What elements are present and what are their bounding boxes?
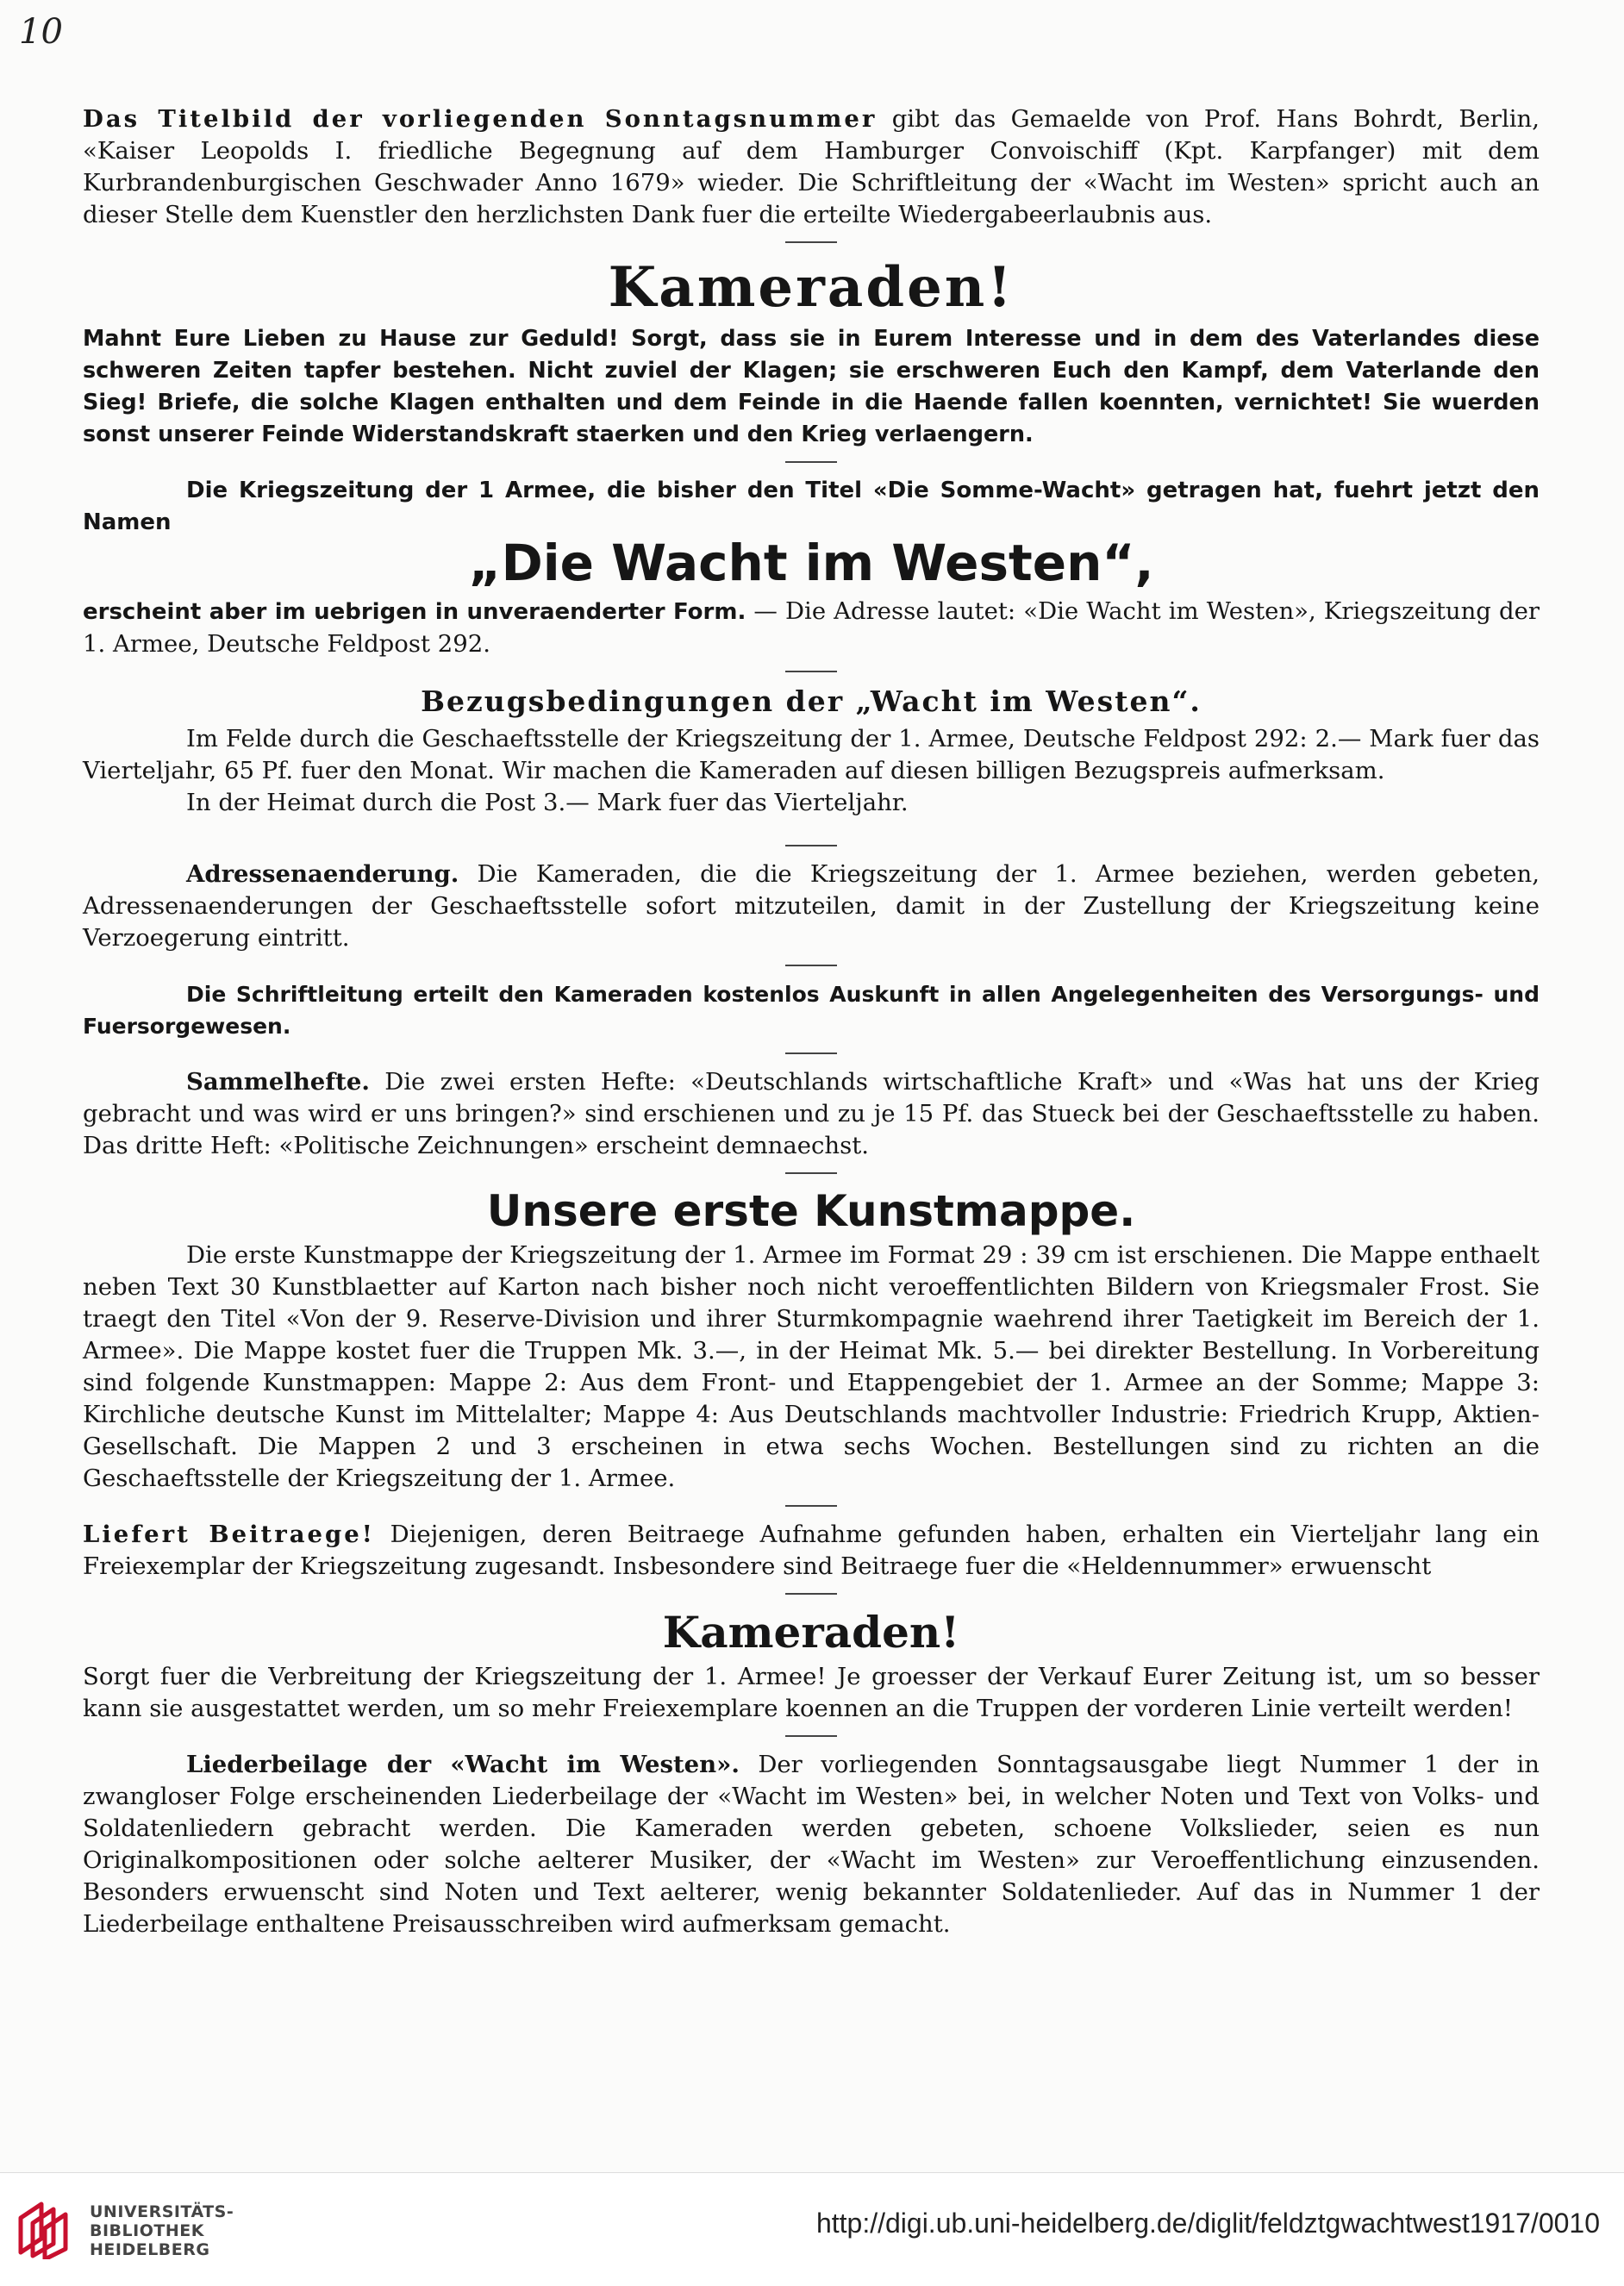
paragraph-heimat: In der Heimat durch die Post 3.— Mark fuer das Vierteljahr.	[186, 789, 909, 816]
divider	[785, 1593, 837, 1595]
paragraph-bezug: Im Felde durch die Geschaeftsstelle der Kriegszeitung der 1. Armee, Deutsche Feldpost 292: 2.— Mark fuer das Vierteljahr, 65 Pf. fuer den Monat. Wir machen die Kameraden auf diesen billigen Bezugspreis aufmerksam.	[83, 725, 1540, 784]
paragraph-schriftleitung: Die Schriftleitung erteilt den Kameraden kostenlos Auskunft in allen Angelegenheiten des Versorgungs- und Fuersorgewesen.	[83, 982, 1540, 1039]
heading-wacht-im-westen: „Die Wacht im Westen“,	[468, 534, 1154, 592]
paragraph-kameraden-1: Mahnt Eure Lieben zu Hause zur Geduld! Sorgt, dass sie in Eurem Interesse und in dem des Vaterlandes diese schweren Zeiten tapfer bestehen. Nicht zuviel der Klagen; sie erschweren Euch den Kampf, dem Vaterlande den Sieg! Briefe, die solche Klagen enthalten und dem Feinde in die Haende fallen koennten, vernichtet! Sie wuerden sonst unserer Feinde Widerstandskraft staerken und den Krieg verlaengern.	[83, 326, 1540, 447]
divider	[785, 845, 837, 846]
beitraege-body: Diejenigen, deren Beitraege Aufnahme gefunden haben, erhalten ein Vierteljahr lang ein Freiexemplar der Kriegszeitung zugesandt. Insbesondere sind Beitraege fuer die «Heldennummer» erwuenscht	[83, 1521, 1540, 1580]
adressen-body: Die Kameraden, die die Kriegszeitung der 1. Armee beziehen, werden gebeten, Adressenaenderungen der Geschaeftsstelle sofort mitzuteilen, damit in der Zustellung der Kriegszeitung keine Verzoegerung eintritt.	[83, 860, 1540, 952]
adressen-lead: Adressenaenderung.	[186, 860, 459, 888]
paragraph-adressenaenderung	[83, 859, 1540, 954]
library-name-line3: HEIDELBERG	[90, 2240, 210, 2259]
source-url-link[interactable]: http://digi.ub.uni-heidelberg.de/diglit/feldztgwachtwest1917/0010	[815, 2208, 1600, 2239]
divider	[785, 461, 837, 463]
library-footer	[0, 2172, 1624, 2286]
paragraph-kameraden-2: Sorgt fuer die Verbreitung der Kriegszeitung der 1. Armee! Je groesser der Verkauf Eurer Zeitung ist, um so besser kann sie ausgestattet werden, um so mehr Freiexemplare koennen an die Truppen der vorderen Linie verteilt werden!	[83, 1663, 1540, 1722]
library-name	[90, 2202, 234, 2259]
divider	[785, 1172, 837, 1174]
sammelhefte-lead: Sammelhefte.	[186, 1068, 370, 1096]
sammelhefte-body: Die zwei ersten Hefte: «Deutschlands wirtschaftliche Kraft» und «Was hat uns der Krieg gebracht und was wird er uns bringen?» sind erschienen und zu je 15 Pf. das Stueck bei der Geschaeftsstelle zu haben. Das dritte Heft: «Politische Zeichnungen» erscheint demnaechst.	[83, 1068, 1540, 1159]
paragraph-kriegszeitung-2	[83, 596, 1540, 660]
divider	[785, 241, 837, 243]
paragraph-sammelhefte	[83, 1066, 1540, 1162]
kriegszeitung-2-lead: erscheint aber im uebrigen in unveraenderter Form.	[83, 599, 746, 625]
titelbild-body: gibt das Gemaelde von Prof. Hans Bohrdt, Berlin, «Kaiser Leopolds I. friedliche Begegnung auf dem Hamburger Convoischiff (Kpt. Karpfanger) mit dem Kurbrandenburgischen Geschwader Anno 1679» wieder. Die Schriftleitung der «Wacht im Westen» spricht auch an dieser Stelle dem Kuenstler den herzlichsten Dank fuer die erteilte Wiedergabeerlaubnis aus.	[83, 105, 1540, 228]
page-content	[83, 103, 1540, 1940]
paragraph-beitraege	[83, 1519, 1540, 1583]
liederbeilage-lead: Liederbeilage der «Wacht im Westen».	[186, 1751, 740, 1778]
titelbild-lead: Das Titelbild der vorliegenden Sonntagsnummer	[83, 105, 878, 133]
paragraph-kriegszeitung-1: Die Kriegszeitung der 1 Armee, die bisher den Titel «Die Somme-Wacht» getragen hat, fuehrt jetzt den Namen	[83, 478, 1540, 535]
divider	[785, 1505, 837, 1507]
divider	[785, 1735, 837, 1737]
divider	[785, 1052, 837, 1054]
heading-bezugsbedingungen: Bezugsbedingungen der „Wacht im Westen“.	[421, 684, 1202, 718]
beitraege-lead: Liefert Beitraege!	[83, 1521, 375, 1548]
library-name-line1: UNIVERSITÄTS-	[90, 2202, 234, 2221]
heading-kameraden-2: Kameraden!	[662, 1607, 960, 1658]
liederbeilage-body: Der vorliegenden Sonntagsausgabe liegt Nummer 1 der in zwangloser Folge erscheinenden Liederbeilage der «Wacht im Westen» bei, in welcher Noten und Text von Volks- und Soldatenliedern gebracht werden. Die Kameraden werden gebeten, schoene Volkslieder, seien es nun Originalkompositionen oder solche aelterer Musiker, der «Wacht im Westen» zur Veroeffentlichung einzusenden. Besonders erwuenscht sind Noten und Text aelterer, wenig bekannter Soldatenlieder. Auf das in Nummer 1 der Liederbeilage enthaltene Preisausschreiben wird aufmerksam gemacht.	[83, 1751, 1540, 1938]
divider	[785, 965, 837, 966]
page-number: 10	[19, 12, 63, 52]
paragraph-kunstmappe: Die erste Kunstmappe der Kriegszeitung der 1. Armee im Format 29 : 39 cm ist erschienen. Die Mappe enthaelt neben Text 30 Kunstblaetter auf Karton nach bisher noch nicht veroeffentlichten Bildern von Kriegsmaler Frost. Sie traegt den Titel «Von der 9. Reserve-Division und ihrer Sturmkompagnie waehrend ihrer Taetigkeit im Bereich der 1. Armee». Die Mappe kostet fuer die Truppen Mk. 3.—, in der Heimat Mk. 5.— bei direkter Bestellung. In Vorbereitung sind folgende Kunstmappen: Mappe 2: Aus dem Front- und Etappengebiet der 1. Armee an der Somme; Mappe 3: Kirchliche deutsche Kunst im Mittelalter; Mappe 4: Aus Deutschlands machtvoller Industrie: Friedrich Krupp, Aktien-Gesellschaft. Die Mappen 2 und 3 erscheinen in etwa sechs Wochen. Bestellungen sind zu richten an die Geschaeftsstelle der Kriegszeitung der 1. Armee.	[83, 1241, 1540, 1492]
library-name-line2: BIBLIOTHEK	[90, 2221, 204, 2240]
paragraph-liederbeilage	[83, 1749, 1540, 1940]
kriegszeitung-2-body: — Die Adresse lautet: «Die Wacht im Westen», Kriegszeitung der 1. Armee, Deutsche Feldpost 292.	[83, 597, 1540, 658]
divider	[785, 671, 837, 672]
library-logo-icon	[16, 2199, 69, 2259]
heading-kameraden-1: Kameraden!	[608, 255, 1015, 320]
paragraph-titelbild	[83, 103, 1540, 231]
heading-kunstmappe: Unsere erste Kunstmappe.	[486, 1186, 1136, 1236]
